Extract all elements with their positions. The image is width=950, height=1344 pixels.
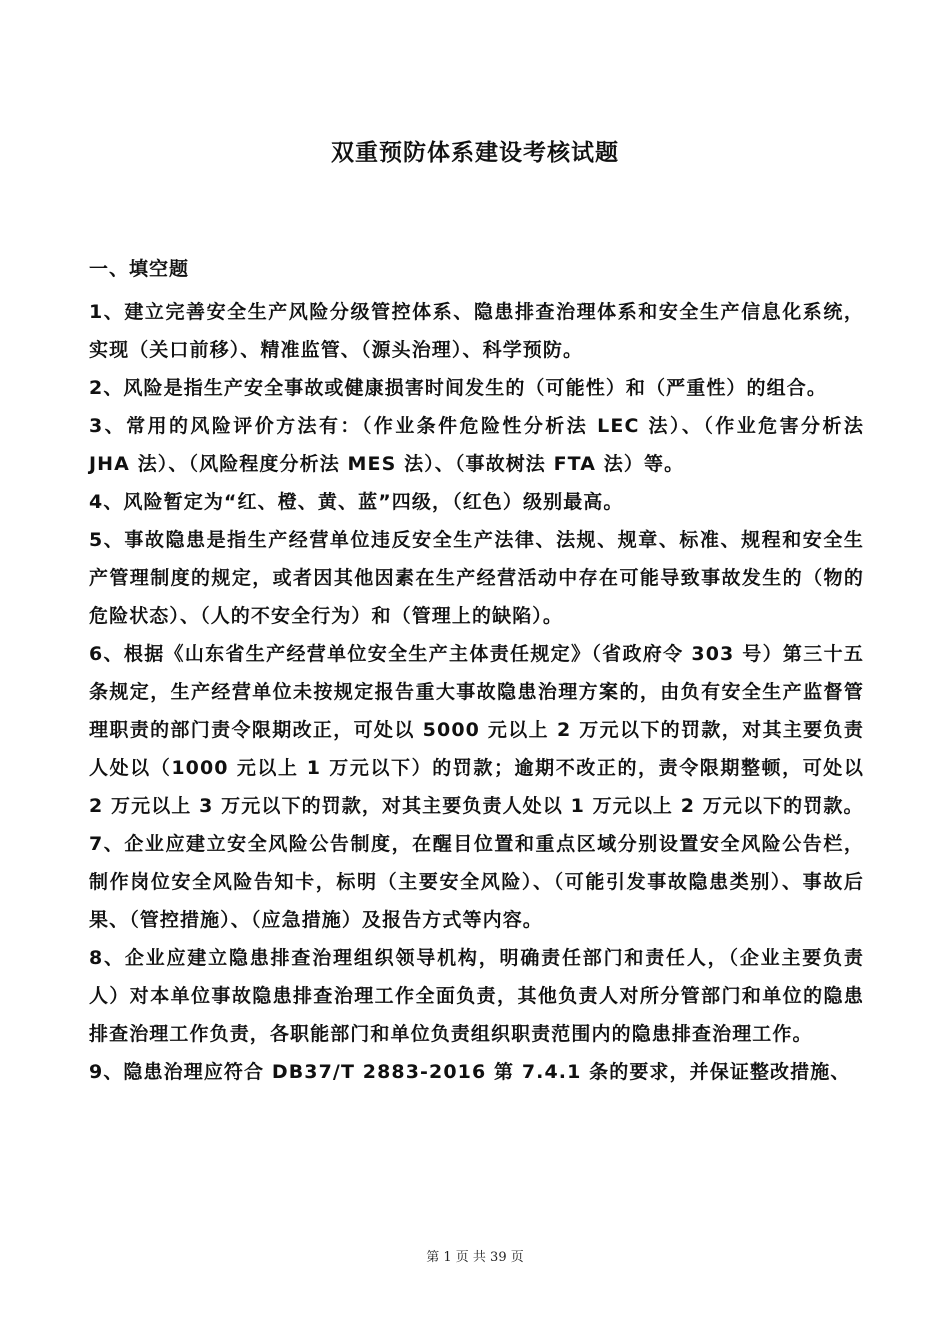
document-body	[89, 255, 864, 1091]
question-4: 4、风险暂定为“红、橙、黄、蓝”四级，（红色）级别最高。	[89, 491, 624, 513]
question-5: 5、事故隐患是指生产经营单位违反安全生产法律、法规、规章、标准、规程和安全生产管理制度的规定，或者因其他因素在生产经营活动中存在可能导致事故发生的（物的危险状态）、（人的不安全行为）和（管理上的缺陷）。	[89, 529, 864, 627]
question-9: 9、隐患治理应符合 DB37/T 2883-2016 第 7.4.1 条的要求，并保证整改措施、	[89, 1061, 851, 1083]
question-6: 6、根据《山东省生产经营单位安全生产主体责任规定》（省政府令 303 号）第三十五条规定，生产经营单位未按规定报告重大事故隐患治理方案的，由负有安全生产监督管理职责的部门责令限期改正，可处以 5000 元以上 2 万元以下的罚款，对其主要负责人处以（1000 元以上 1 万元以下）的罚款；逾期不改正的，责令限期整顿，可处以 2 万元以上 3 万元以下的罚款，对其主要负责人处以 1 万元以上 2 万元以下的罚款。	[89, 643, 864, 817]
question-8: 8、企业应建立隐患排查治理组织领导机构，明确责任部门和责任人，（企业主要负责人）对本单位事故隐患排查治理工作全面负责，其他负责人对所分管部门和单位的隐患排查治理工作负责，各职能部门和单位负责组织职责范围内的隐患排查治理工作。	[89, 947, 864, 1045]
page-title: 双重预防体系建设考核试题	[331, 140, 619, 166]
question-7: 7、企业应建立安全风险公告制度，在醒目位置和重点区域分别设置安全风险公告栏，制作岗位安全风险告知卡，标明（主要安全风险）、（可能引发事故隐患类别）、事故后果、（管控措施）、（应急措施）及报告方式等内容。	[89, 833, 864, 931]
question-2: 2、风险是指生产安全事故或健康损害时间发生的（可能性）和（严重性）的组合。	[89, 377, 827, 399]
question-3: 3、常用的风险评价方法有：（作业条件危险性分析法 LEC 法）、（作业危害分析法 JHA 法）、（风险程度分析法 MES 法）、（事故树法 FTA 法）等。	[89, 415, 864, 475]
question-1: 1、建立完善安全生产风险分级管控体系、隐患排查治理体系和安全生产信息化系统，实现（关口前移）、精准监管、（源头治理）、科学预防。	[89, 301, 864, 361]
section-heading: 一、填空题	[89, 258, 190, 280]
page-footer: 第 1 页 共 39 页	[426, 1250, 524, 1265]
